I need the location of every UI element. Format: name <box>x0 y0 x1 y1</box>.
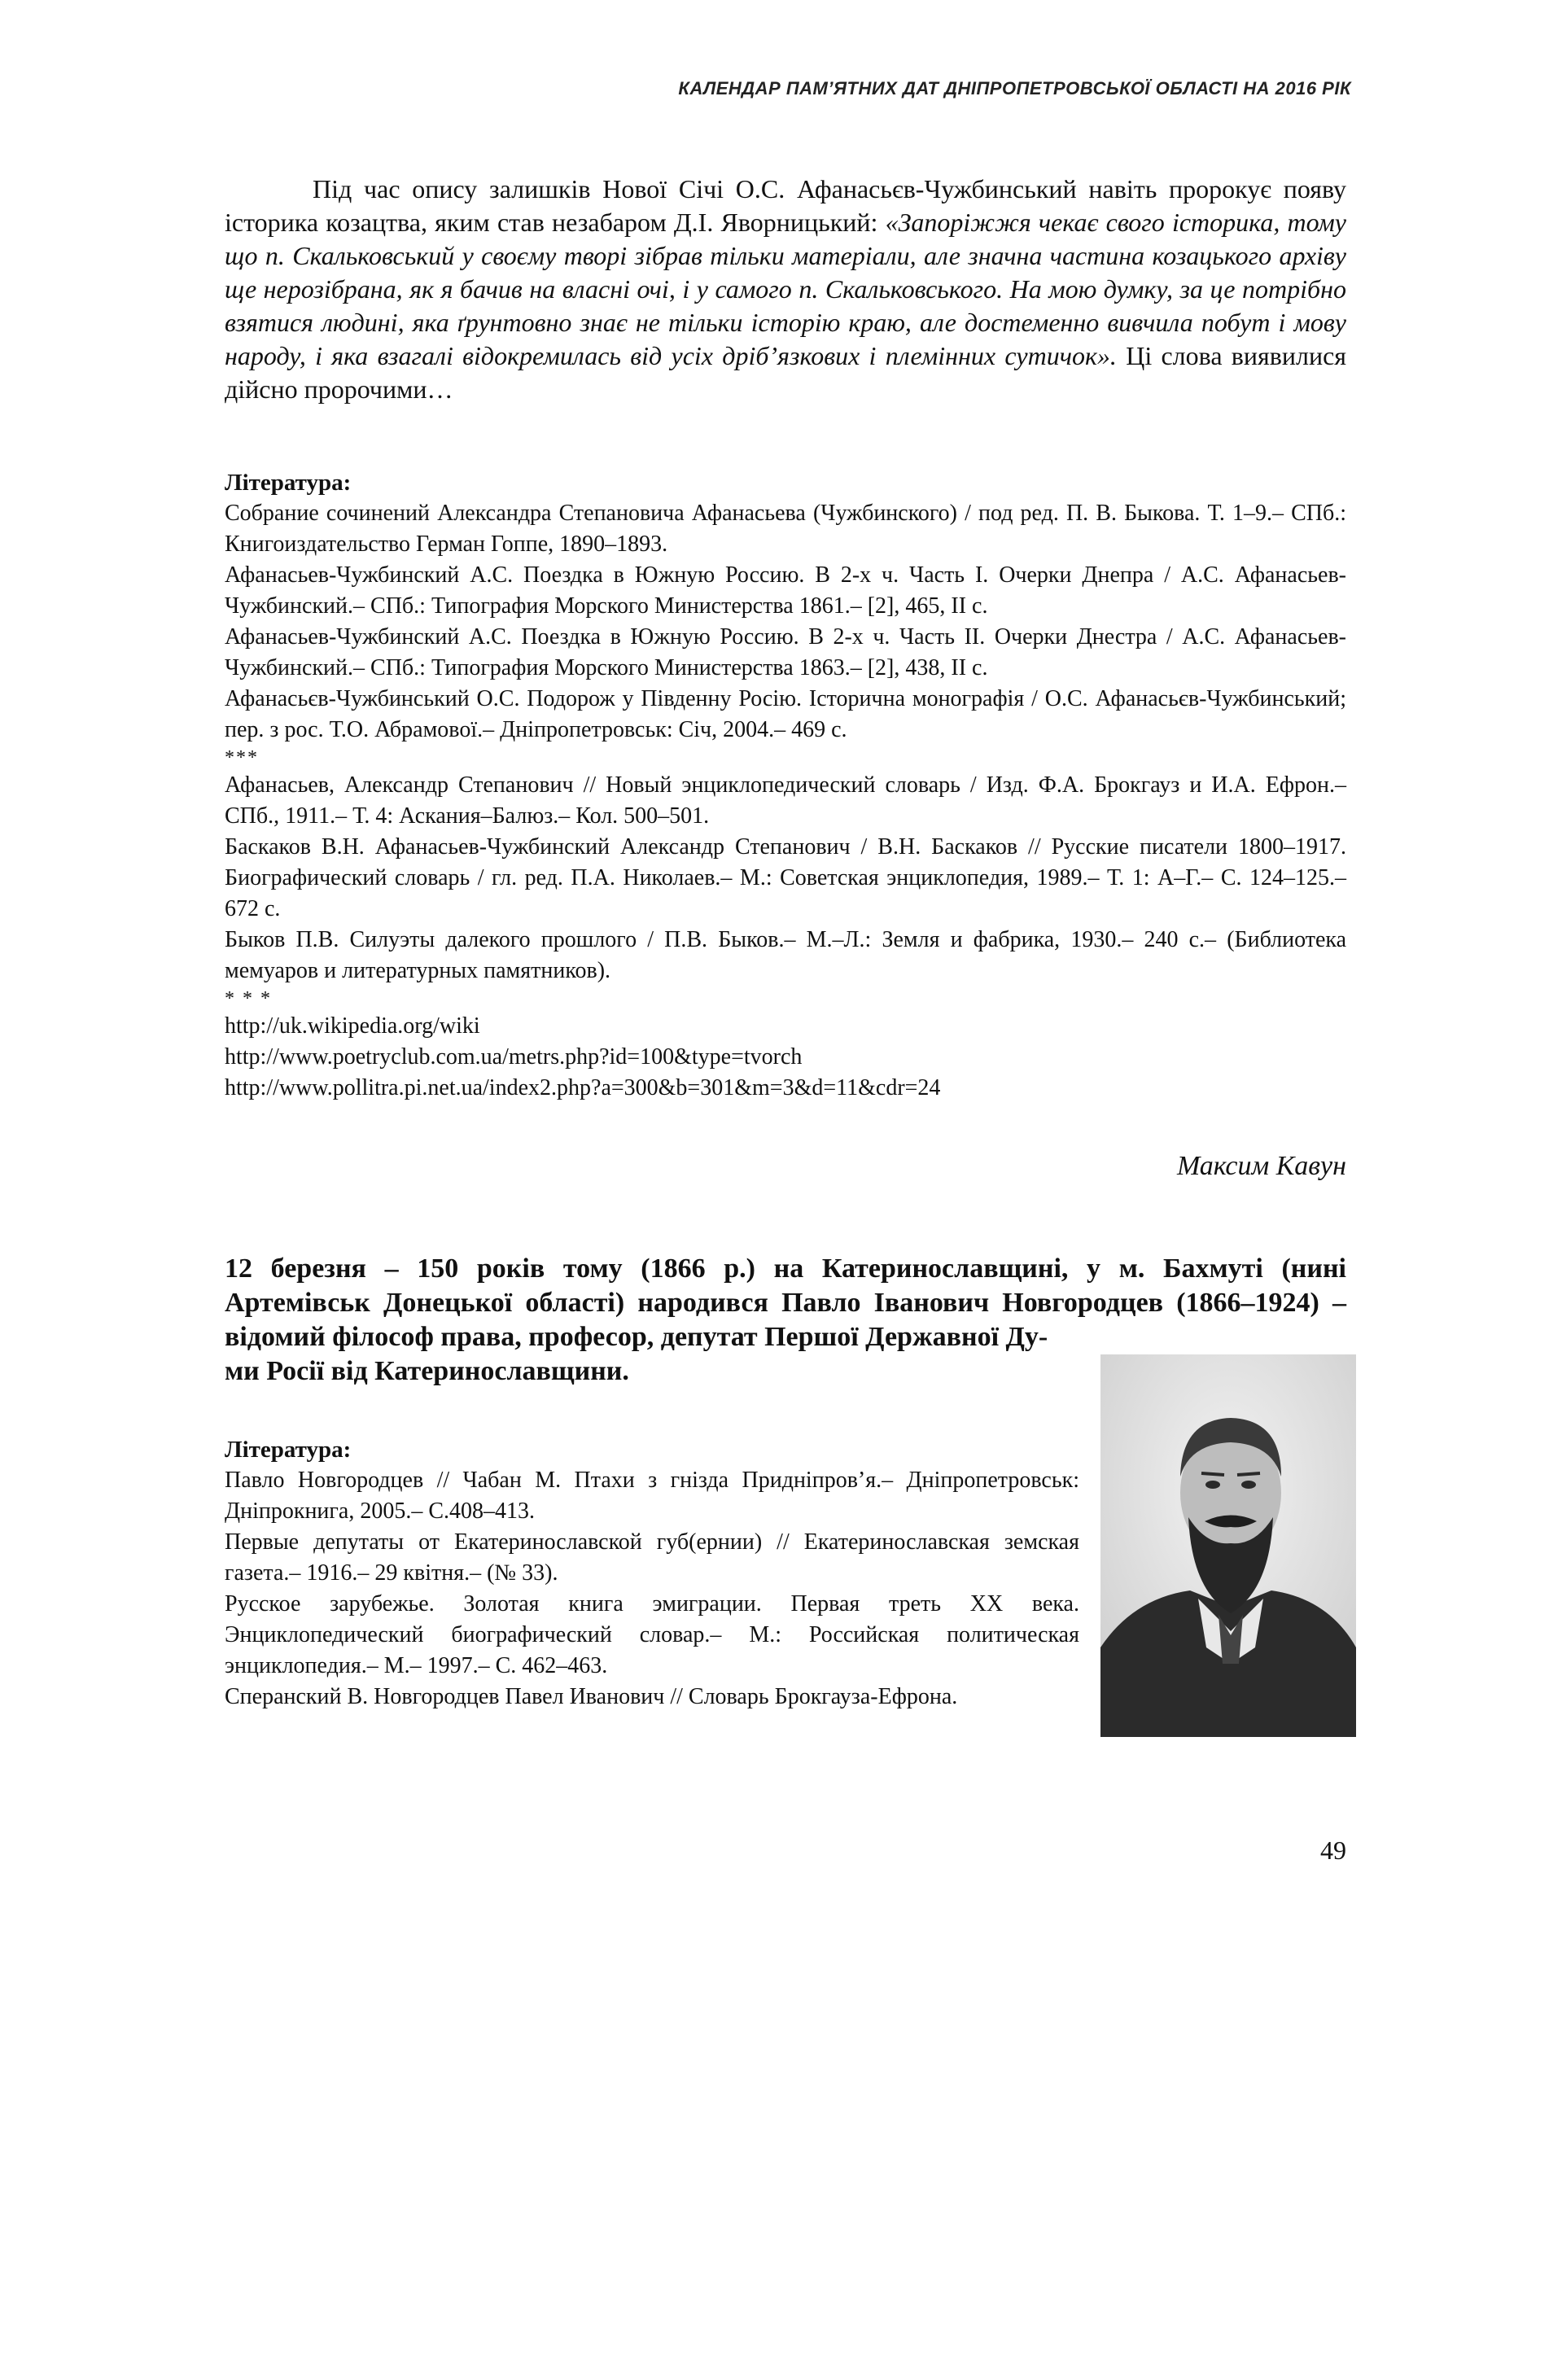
intro-text-before-quote: Під час опису залишків Нової Січі О.С. Афанасьєв-Чужбинський навіть пророкує появу історика козацтва, яким став незабаром Д.І. Яворницький: <box>225 174 1346 237</box>
reference-item: Русское зарубежье. Золотая книга эмиграции. Первая треть XX века. Энциклопедический биографический словар.– М.: Российская политическая энциклопедия.– М.– 1997.– С. 462–463. <box>225 1591 1079 1678</box>
portrait-image <box>1100 1354 1356 1737</box>
reference-item: Павло Новгородцев // Чабан М. Птахи з гнізда Придніпров’я.– Дніпропетровськ: Дніпрокнига, 2005.– С.408–413. <box>225 1468 1079 1524</box>
url-link: http://uk.wikipedia.org/wiki <box>225 1013 480 1039</box>
reference-item: Баскаков В.Н. Афанасьев-Чужбинский Александр Степанович / В.Н. Баскаков // Русские писатели 1800–1917. Биографический словарь / гл. ред. П.А. Николаев.– М.: Советская энциклопедия, 1989.– Т. 1: А–Г.– С. 124–125.– 672 с. <box>225 834 1346 921</box>
reference-item: Собрание сочинений Александра Степановича Афанасьева (Чужбинского) / под ред. П. В. Быкова. Т. 1–9.– СПб.: Книгоиздательство Герман Гоппе, 1890–1893. <box>225 501 1346 557</box>
reference-item: Афанасьев-Чужбинский А.С. Поездка в Южную Россию. В 2-х ч. Часть II. Очерки Днестра / А.С. Афанасьев-Чужбинский.– СПб.: Типография Морского Министерства 1863.– [2], 438, II с. <box>225 624 1346 680</box>
event-title-main: 12 березня – 150 років тому (1866 р.) на Катеринославщині, у м. Бахмуті (нині Артемівськ Донецької області) народився Павло Іванович Новгородцев (1866–1924) – відомий філософ права, професор, депутат Першої Державної Ду- <box>225 1253 1346 1352</box>
literature-section-2 <box>225 1434 1079 1713</box>
reference-item: Афанасьєв-Чужбинський О.С. Подорож у Південну Росію. Історична монографія / О.С. Афанасьєв-Чужбинський; пер. з рос. Т.О. Абрамової.– Дніпропетровськ: Січ, 2004.– 469 с. <box>225 686 1346 742</box>
event-title-end: ми Росії від Катеринославщини. <box>225 1356 629 1386</box>
intro-paragraph <box>225 173 1346 406</box>
url-link: http://www.poetryclub.com.ua/metrs.php?id=100&type=tvorch <box>225 1044 803 1070</box>
separator: * * * <box>225 988 272 1009</box>
article-author: Максим Кавун <box>1176 1151 1346 1181</box>
intro-quote: «Запоріжжя чекає свого історика, тому що п. Скальковський у своєму творі зібрав тільки матеріали, але значна частина козацького архіву ще нерозібрана, як я бачив на власні очі, і у самого п. Скальковського. На мою думку, за це потрібно взятися людині, яка ґрунтовно знає не тільки історію краю, але достеменно вивчила побут і мову народу, і яка взагалі відокремилась від усіх дріб’язкових і племінних сутичок». <box>225 208 1347 370</box>
running-header: КАЛЕНДАР ПАМ’ЯТНИХ ДАТ ДНІПРОПЕТРОВСЬКОЇ ОБЛАСТІ НА 2016 РІК <box>678 78 1351 98</box>
portrait-photo <box>1100 1354 1356 1737</box>
reference-list <box>225 498 1346 1104</box>
reference-item: Сперанский В. Новгородцев Павел Иванович // Словарь Брокгауза-Ефрона. <box>225 1684 958 1709</box>
literature-heading: Література: <box>225 470 352 496</box>
literature-section-1 <box>225 467 1346 1104</box>
literature-heading: Література: <box>225 1437 352 1463</box>
separator: *** <box>225 747 259 768</box>
reference-list <box>225 1465 1079 1713</box>
reference-item: Первые депутаты от Екатеринославской губ(ернии) // Екатеринославская земская газета.– 1916.– 29 квітня.– (№ 33). <box>225 1529 1079 1586</box>
reference-item: Быков П.В. Силуэты далекого прошлого / П.В. Быков.– М.–Л.: Земля и фабрика, 1930.– 240 с.– (Библиотека мемуаров и литературных памятников). <box>225 927 1346 983</box>
intro-text-after-quote: Ці слова виявилися дійсно пророчими… <box>225 341 1347 404</box>
reference-item: Афанасьев, Александр Степанович // Новый энциклопедический словарь / Изд. Ф.А. Брокгауз и И.А. Ефрон.– СПб., 1911.– Т. 4: Аскания–Балюз.– Кол. 500–501. <box>225 772 1346 829</box>
url-link: http://www.pollitra.pi.net.ua/index2.php?a=300&b=301&m=3&d=11&cdr=24 <box>225 1075 941 1100</box>
reference-item: Афанасьев-Чужбинский А.С. Поездка в Южную Россию. В 2-х ч. Часть I. Очерки Днепра / А.С. Афанасьев-Чужбинский.– СПб.: Типография Морского Министерства 1861.– [2], 465, II с. <box>225 562 1346 619</box>
page-number: 49 <box>1320 1835 1346 1865</box>
